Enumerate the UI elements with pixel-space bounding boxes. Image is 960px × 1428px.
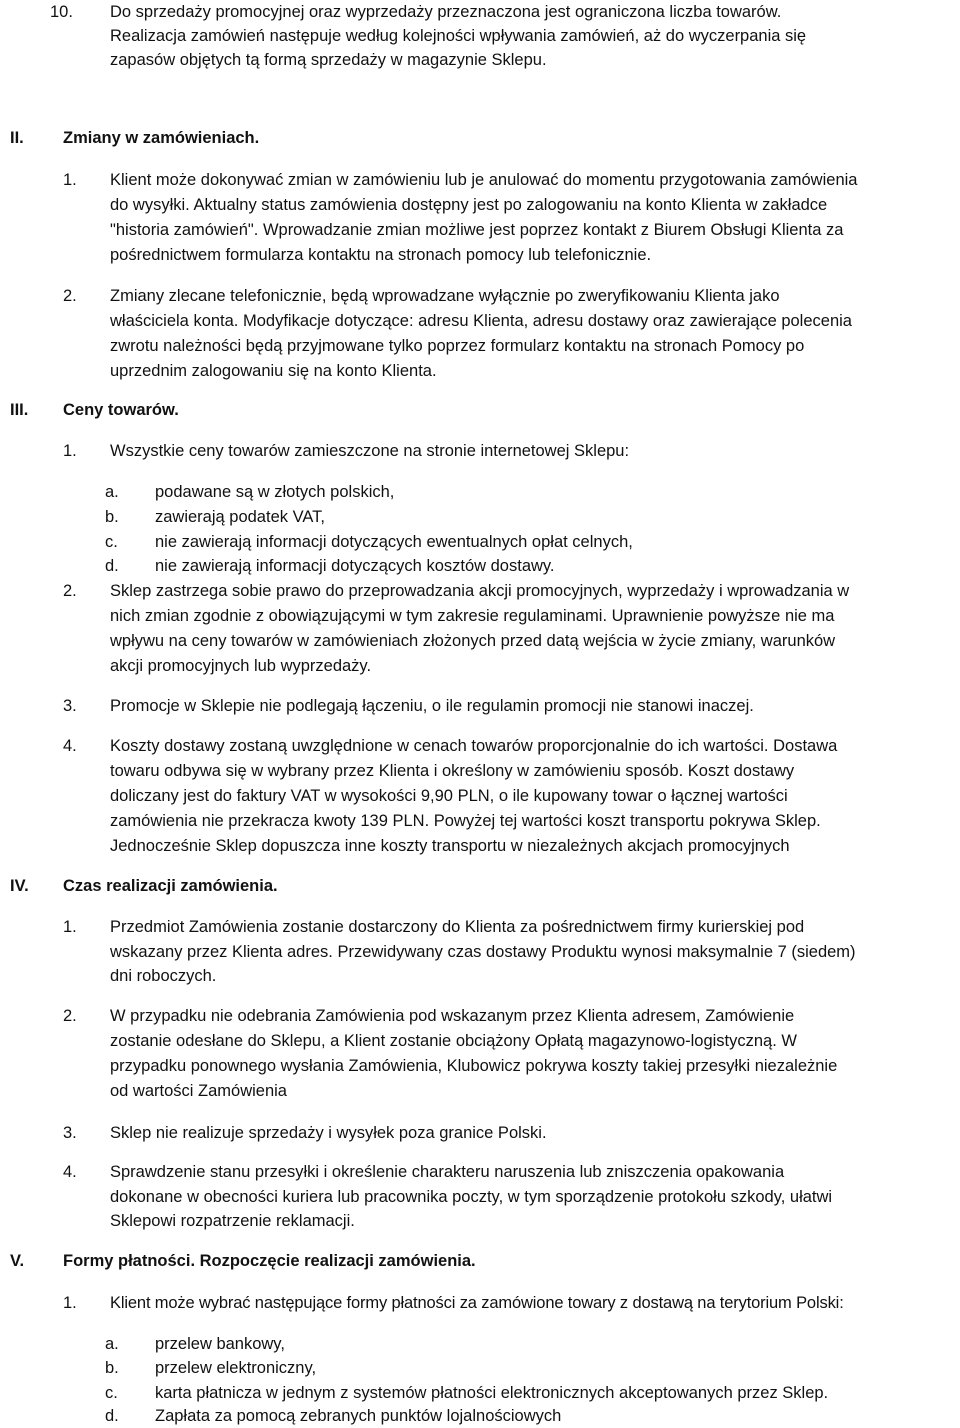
paragraph-line: Sprawdzenie stanu przesyłki i określenie charakteru naruszenia lub zniszczenia opakowania xyxy=(110,1163,785,1181)
sub-item-text: przelew elektroniczny, xyxy=(155,1359,317,1377)
paragraph-line: akcji promocyjnych lub wyprzedaży. xyxy=(110,657,372,675)
paragraph-line: doliczany jest do faktury VAT w wysokości 9,90 PLN, o ile kupowany towar o łącznej wartości xyxy=(110,787,788,805)
paragraph-line: "historia zamówień". Wprowadzanie zmian możliwe jest poprzez kontakt z Biurem Obsługi Klienta za xyxy=(110,221,844,239)
sub-item-text: zawierają podatek VAT, xyxy=(155,508,325,526)
item-number: 2. xyxy=(63,582,77,600)
sub-item-text: nie zawierają informacji dotyczących kosztów dostawy. xyxy=(155,557,555,575)
sub-item-text: karta płatnicza w jednym z systemów płatności elektronicznych akceptowanych przez Sklep. xyxy=(155,1384,829,1402)
section-number: III. xyxy=(10,401,29,419)
paragraph-line: Wszystkie ceny towarów zamieszczone na stronie internetowej Sklepu: xyxy=(110,442,630,460)
paragraph-line: wskazany przez Klienta adres. Przewidywany czas dostawy Produktu wynosi maksymalnie 7 (siedem) xyxy=(110,943,856,961)
item-number: 2. xyxy=(63,287,77,305)
paragraph-line: właściciela konta. Modyfikacje dotyczące: adresu Klienta, adresu dostawy oraz zawierające polecenia xyxy=(110,312,852,330)
sub-item-letter: d. xyxy=(105,557,119,575)
section-heading: Zmiany w zamówieniach. xyxy=(63,129,260,147)
paragraph-line: zwrotu należności będą przyjmowane tylko poprzez formularz kontaktu na stronach Pomocy po xyxy=(110,337,805,355)
paragraph-line: Jednocześnie Sklep dopuszcza inne koszty transportu w niezależnych akcjach promocyjnych xyxy=(110,837,790,855)
sub-item-text: przelew bankowy, xyxy=(155,1335,285,1353)
section-number: V. xyxy=(10,1252,25,1270)
sub-item-letter: a. xyxy=(105,483,119,501)
item-number: 1. xyxy=(63,171,77,189)
paragraph-line: Do sprzedaży promocyjnej oraz wyprzedaży przeznaczona jest ograniczona liczba towarów. xyxy=(110,3,782,21)
section-number: II. xyxy=(10,129,24,147)
item-number: 3. xyxy=(63,697,77,715)
paragraph-line: zapasów objętych tą formą sprzedaży w magazynie Sklepu. xyxy=(110,51,547,69)
sub-item-letter: c. xyxy=(105,1384,118,1402)
paragraph-line: W przypadku nie odebrania Zamówienia pod wskazanym przez Klienta adresem, Zamówienie xyxy=(110,1007,795,1025)
item-number: 1. xyxy=(63,1294,77,1312)
item-number: 1. xyxy=(63,918,77,936)
paragraph-line: Realizacja zamówień następuje według kolejności wpływania zamówień, aż do wyczerpania się xyxy=(110,27,807,45)
paragraph-line: Promocje w Sklepie nie podlegają łączeniu, o ile regulamin promocji nie stanowi inaczej. xyxy=(110,697,754,715)
paragraph-line: Koszty dostawy zostaną uwzględnione w cenach towarów proporcjonalnie do ich wartości. Dostawa xyxy=(110,737,838,755)
paragraph-line: zamówienia nie przekracza kwoty 139 PLN. Powyżej tej wartości koszt transportu pokrywa Sklep. xyxy=(110,812,821,830)
paragraph-line: przypadku ponownego wysłania Zamówienia, Klubowicz pokrywa koszty takiej przesyłki niezależnie xyxy=(110,1057,838,1075)
paragraph-line: pośrednictwem formularza kontaktu na stronach pomocy lub telefonicznie. xyxy=(110,246,652,264)
item-number: 4. xyxy=(63,737,77,755)
sub-item-letter: d. xyxy=(105,1407,119,1425)
item-number: 10. xyxy=(50,3,73,21)
sub-item-text: podawane są w złotych polskich, xyxy=(155,483,395,501)
paragraph-line: uprzednim zalogowaniu się na konto Klienta. xyxy=(110,362,437,380)
paragraph-line: nich zmian zgodnie z obowiązującymi w tym zakresie regulaminami. Uprawnienie powyższe nie ma xyxy=(110,607,835,625)
item-number: 2. xyxy=(63,1007,77,1025)
item-number: 4. xyxy=(63,1163,77,1181)
sub-item-letter: c. xyxy=(105,533,118,551)
paragraph-line: Klient może dokonywać zmian w zamówieniu lub je anulować do momentu przygotowania zamówienia xyxy=(110,171,858,189)
paragraph-line: Sklep nie realizuje sprzedaży i wysyłek poza granice Polski. xyxy=(110,1124,547,1142)
paragraph-line: wpływu na ceny towarów w zamówieniach złożonych przed datą wejścia w życie zmiany, warunków xyxy=(110,632,836,650)
paragraph-line: Klient może wybrać następujące formy płatności za zamówione towary z dostawą na terytorium Polski: xyxy=(110,1294,844,1312)
paragraph-line: Sklepowi rozpatrzenie reklamacji. xyxy=(110,1212,355,1230)
paragraph-line: dni roboczych. xyxy=(110,967,217,985)
paragraph-line: Zmiany zlecane telefonicznie, będą wprowadzane wyłącznie po zweryfikowaniu Klienta jako xyxy=(110,287,780,305)
sub-item-letter: b. xyxy=(105,1359,119,1377)
paragraph-line: do wysyłki. Aktualny status zamówienia dostępny jest po zalogowaniu na konto Klienta w zakładce xyxy=(110,196,828,214)
sub-item-letter: a. xyxy=(105,1335,119,1353)
section-heading: Formy płatności. Rozpoczęcie realizacji zamówienia. xyxy=(63,1252,476,1270)
section-number: IV. xyxy=(10,877,29,895)
section-heading: Ceny towarów. xyxy=(63,401,179,419)
paragraph-line: Sklep zastrzega sobie prawo do przeprowadzania akcji promocyjnych, wyprzedaży i wprowadzania w xyxy=(110,582,850,600)
sub-item-text: Zapłata za pomocą zebranych punktów lojalnościowych xyxy=(155,1407,562,1425)
paragraph-line: towaru odbywa się w wybrany przez Klienta i określony w zamówieniu sposób. Koszt dostawy xyxy=(110,762,795,780)
item-number: 3. xyxy=(63,1124,77,1142)
sub-item-letter: b. xyxy=(105,508,119,526)
sub-item-text: nie zawierają informacji dotyczących ewentualnych opłat celnych, xyxy=(155,533,633,551)
paragraph-line: dokonane w obecności kuriera lub pracownika poczty, w tym sporządzenie protokołu szkody, ułatwi xyxy=(110,1188,833,1206)
paragraph-line: zostanie odesłane do Sklepu, a Klient zostanie obciążony Opłatą magazynowo-logistyczną. W xyxy=(110,1032,797,1050)
paragraph-line: Przedmiot Zamówienia zostanie dostarczony do Klienta za pośrednictwem firmy kurierskiej pod xyxy=(110,918,805,936)
section-heading: Czas realizacji zamówienia. xyxy=(63,877,278,895)
paragraph-line: od wartości Zamówienia xyxy=(110,1082,287,1100)
item-number: 1. xyxy=(63,442,77,460)
